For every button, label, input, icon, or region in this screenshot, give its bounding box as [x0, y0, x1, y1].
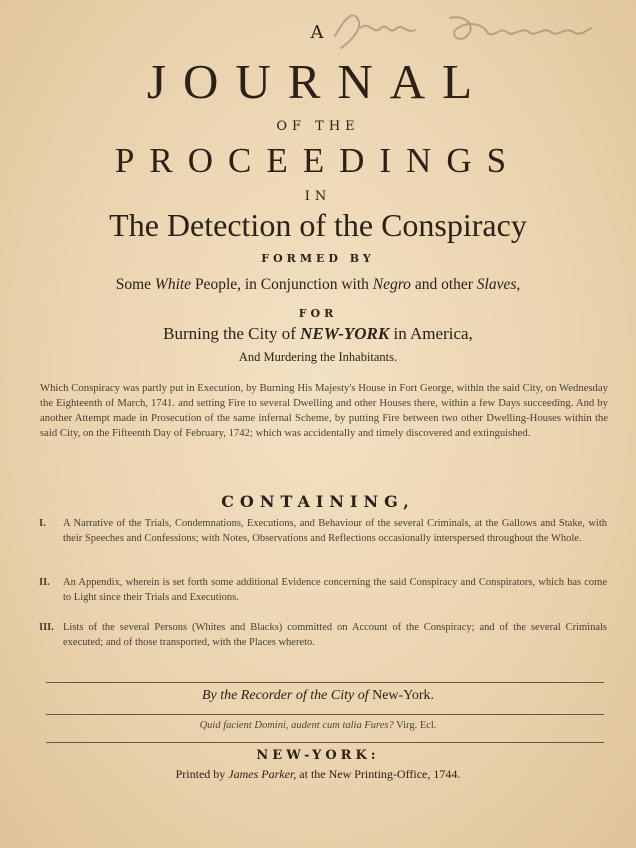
- burning-line-new-york: NEW-YORK: [300, 324, 390, 343]
- conspiracy-paragraph: Which Conspiracy was partly put in Execution, by Burning His Majesty's House in Fort George, within the said City, on Wednesday the Eighteenth of March, 1741. and setting Fire to several Dwelling and other Houses there, within a few Days succeeding. And by another Attempt made in Prosecution of the same infernal Scheme, by putting Fire between two other Dwelling-Houses within the said City, on the Fifteenth Day of February, 1742; which was accidentally and timely discovered and extinguished.: [40, 382, 608, 439]
- title-journal: JOURNAL: [146, 54, 490, 109]
- contents-item-lists: [39, 620, 607, 650]
- title-of-the: OF THE: [276, 119, 360, 134]
- imprint-place: NEW-YORK:: [256, 748, 380, 763]
- some-line-part2: People, in Conjunction with: [191, 276, 373, 293]
- divider-rule: [46, 714, 604, 715]
- item-text: Lists of the several Persons (Whites and Blacks) committed on Account of the Conspiracy; and of the several Criminals executed; and of those transported, with the Places whereto.: [63, 622, 607, 648]
- item-number: III.: [39, 622, 54, 633]
- item-text: A Narrative of the Trials, Condemnations, Executions, and Behaviour of the several Criminals, at the Gallows and Stake, with their Speeches and Confessions; with Notes, Observations and Reflections occasionally interspersed throughout the Whole.: [63, 518, 607, 544]
- divider-rule: [46, 742, 604, 743]
- imprint-part1: Printed by: [175, 767, 229, 781]
- containing-heading: CONTAINING,: [221, 492, 415, 511]
- recorder-line: [0, 688, 636, 704]
- epigraph-text: Quid facient Domini, audent cum talia Fures?: [199, 720, 394, 731]
- contents-item-narrative: [39, 516, 607, 546]
- some-line-negro: Negro: [372, 276, 411, 293]
- title-detection: The Detection of the Conspiracy: [109, 207, 527, 243]
- burning-line-part2: in: [389, 324, 411, 343]
- contents-item-appendix: [39, 575, 607, 605]
- item-number: II.: [39, 577, 50, 588]
- imprint-line: [0, 767, 636, 782]
- imprint-printer: James Parker,: [228, 767, 297, 781]
- latin-epigraph: [0, 720, 636, 731]
- some-line-white: White: [154, 276, 192, 293]
- some-line-part4: ,: [516, 276, 521, 293]
- title-article: A: [310, 22, 326, 43]
- title-formed-by: FORMED BY: [261, 252, 375, 265]
- divider-rule: [46, 682, 604, 683]
- item-text: An Appendix, wherein is set forth some additional Evidence concerning the said Conspiracy and Conspirators, which has come to Light since their Trials and Executions.: [63, 577, 607, 603]
- imprint-part2: at the New Printing-Office, 1744.: [296, 767, 461, 781]
- recorder-italic: By the Recorder of the City of: [201, 688, 369, 703]
- title-murdering: And Murdering the Inhabitants.: [238, 350, 398, 364]
- epigraph-source: Virg. Ecl.: [396, 720, 437, 731]
- some-line-part3: and other: [410, 276, 477, 293]
- recorder-city: New-York.: [372, 688, 435, 703]
- title-for: FOR: [298, 307, 338, 320]
- title-proceedings: PROCEEDINGS: [114, 141, 522, 180]
- title-some-white-people-line: [0, 276, 636, 294]
- burning-line-part1: Burning the City of: [163, 324, 301, 343]
- item-number: I.: [39, 518, 46, 529]
- some-line-part1: Some: [115, 276, 155, 293]
- title-burning-line: [0, 324, 636, 344]
- title-in: IN: [304, 189, 332, 204]
- some-line-slaves: Slaves: [476, 276, 517, 293]
- burning-line-america: America,: [410, 324, 473, 343]
